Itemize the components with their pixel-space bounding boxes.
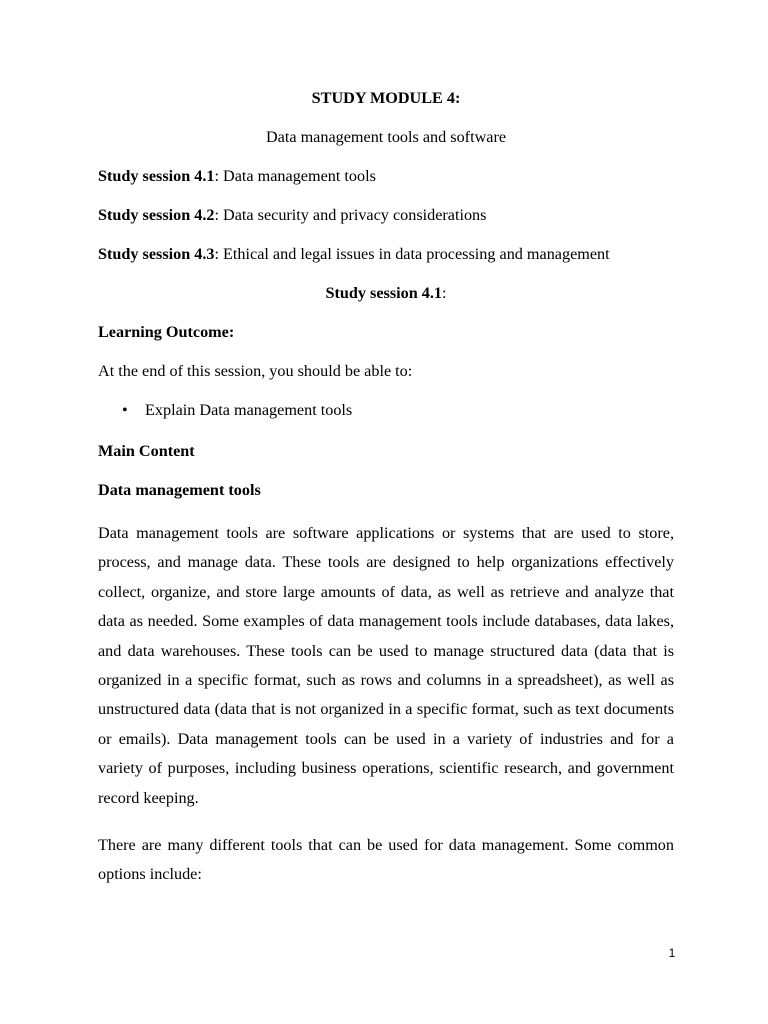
- session-heading-label: Study session 4.1: [325, 284, 442, 302]
- session-label: Study session 4.2: [98, 206, 215, 224]
- body-paragraph: There are many different tools that can be used for data management. Some common options include:: [98, 836, 674, 884]
- section-heading: Data management tools: [98, 481, 261, 499]
- session-line-4-1: [98, 166, 674, 186]
- list-item-text: Explain Data management tools: [145, 401, 353, 419]
- module-title-text: STUDY MODULE 4:: [311, 89, 461, 107]
- session-heading-suffix: :: [442, 284, 447, 302]
- session-title: : Data management tools: [214, 167, 376, 185]
- module-subtitle: Data management tools and software: [265, 128, 507, 146]
- session-title: : Ethical and legal issues in data processing and management: [214, 245, 610, 263]
- page-number: 1: [668, 946, 676, 960]
- list-item: [98, 400, 674, 420]
- bullet-icon: •: [122, 401, 128, 419]
- learning-outcome-list: [98, 400, 674, 420]
- body-paragraph: Data management tools are software applications or systems that are used to store, process, and manage data. These tools are designed to help organizations effectively collect, organize, and store large amounts of data, as well as retrieve and analyze that data as needed. Some examples of data management tools include databases, data lakes, and data warehouses. These tools can be used to manage structured data (data that is organized in a specific format, such as rows and columns in a spreadsheet), as well as unstructured data (data that is not organized in a specific format, such as text documents or emails). Data management tools can be used in a variety of industries and for a variety of purposes, including business operations, scientific research, and government record keeping.: [98, 524, 674, 807]
- learning-outcome-intro: At the end of this session, you should be able to:: [98, 362, 413, 380]
- main-content-heading: Main Content: [98, 442, 195, 460]
- session-label: Study session 4.3: [98, 245, 215, 263]
- session-heading: [98, 283, 674, 303]
- page-content: [98, 88, 674, 908]
- session-title: : Data security and privacy considerations: [214, 206, 487, 224]
- learning-outcome-heading: Learning Outcome:: [98, 323, 235, 341]
- session-label: Study session 4.1: [98, 167, 215, 185]
- session-line-4-2: [98, 205, 674, 225]
- module-title: [98, 88, 674, 108]
- session-line-4-3: [98, 244, 674, 264]
